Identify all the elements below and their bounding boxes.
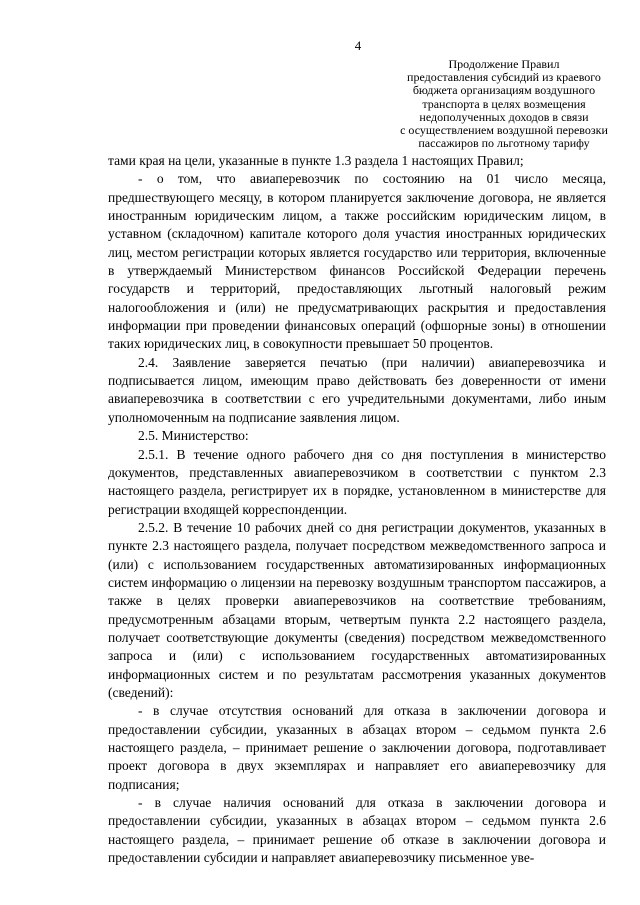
header-line: с осуществлением воздушной перевозки	[400, 123, 608, 138]
paragraph: тами края на цели, указанные в пункте 1.3 раздела 1 настоящих Правил;	[108, 153, 524, 168]
header-line: транспорта в целях возмещения	[422, 96, 586, 111]
paragraph: - о том, что авиаперевозчик по состоянию на 01 число месяца, предшествующего месяцу, в котором планируется заключение договора, не является иностранным юридическим лицом, а также российским юридическим лицом, в уставном (складочном) капитале которого доля участия иностранных юридических лиц, местом регистрации которых является государство или территория, включенные в утверждаемый Министерством финансов Российской Федерации перечень государств и территорий, предоставляющих льготный налоговый режим налогообложения и (или) не предусматривающих раскрытия и предоставления информации при проведении финансовых операций (офшорные зоны) в отношении таких юридических лиц, в совокупности превышает 50 процентов.	[108, 171, 606, 352]
paragraph: 2.5.1. В течение одного рабочего дня со дня поступления в министерство документов, представленных авиаперевозчиком в соответствии с пунктом 2.3 настоящего раздела, регистрирует их в порядке, установленном в министерстве для регистрации входящей корреспонденции.	[108, 446, 606, 517]
paragraph: 2.5.2. В течение 10 рабочих дней со дня регистрации документов, указанных в пункте 2.3 настоящего раздела, получает посредством межведомственного запроса и (или) с использованием государственных автоматизированных информационных систем информацию о лицензии на перевозку воздушным транспортом пассажиров, а также в целях проверки авиаперевозчиков на соответствие требованиям, предусмотренным абзацами вторым, четвертым пункта 2.2 настоящего раздела, получает соответствующие документы (сведения) посредством межведомственного запроса и (или) с использованием государственных автоматизированных информационных систем и по результатам рассмотрения указанных документов (сведений):	[108, 519, 606, 700]
paragraph: - в случае наличия оснований для отказа в заключении договора и предоставлении субсидии, указанных в абзацах втором – седьмом пункта 2.6 настоящего раздела, – принимает решение об отказе в заключении договора и предоставлении субсидии и направляет авиаперевозчику письменное уве-	[108, 795, 606, 866]
document-header	[368, 58, 640, 150]
document-body	[108, 152, 606, 867]
paragraph: 2.4. Заявление заверяется печатью (при наличии) авиаперевозчика и подписывается лицом, имеющим право действовать без доверенности от имени авиаперевозчика в соответствии с его учредительными документами, либо иным уполномоченным на подписание заявления лицом.	[108, 354, 606, 425]
paragraph: - в случае отсутствия оснований для отказа в заключении договора и предоставлении субсидии, указанных в абзацах втором – седьмом пункта 2.6 настоящего раздела, – принимает решение о заключении договора, подготавливает проект договора в двух экземплярах и направляет его авиаперевозчику для подписания;	[108, 703, 606, 792]
page-number: 4	[354, 38, 362, 53]
header-line: пассажиров по льготному тарифу	[418, 136, 590, 151]
header-line: недополученных доходов в связи	[419, 109, 589, 124]
header-line: Продолжение Правил	[448, 57, 560, 71]
header-line: бюджета организациям воздушного	[412, 83, 596, 98]
paragraph: 2.5. Министерство:	[138, 428, 249, 444]
header-line: предоставления субсидий из краевого	[407, 70, 601, 85]
